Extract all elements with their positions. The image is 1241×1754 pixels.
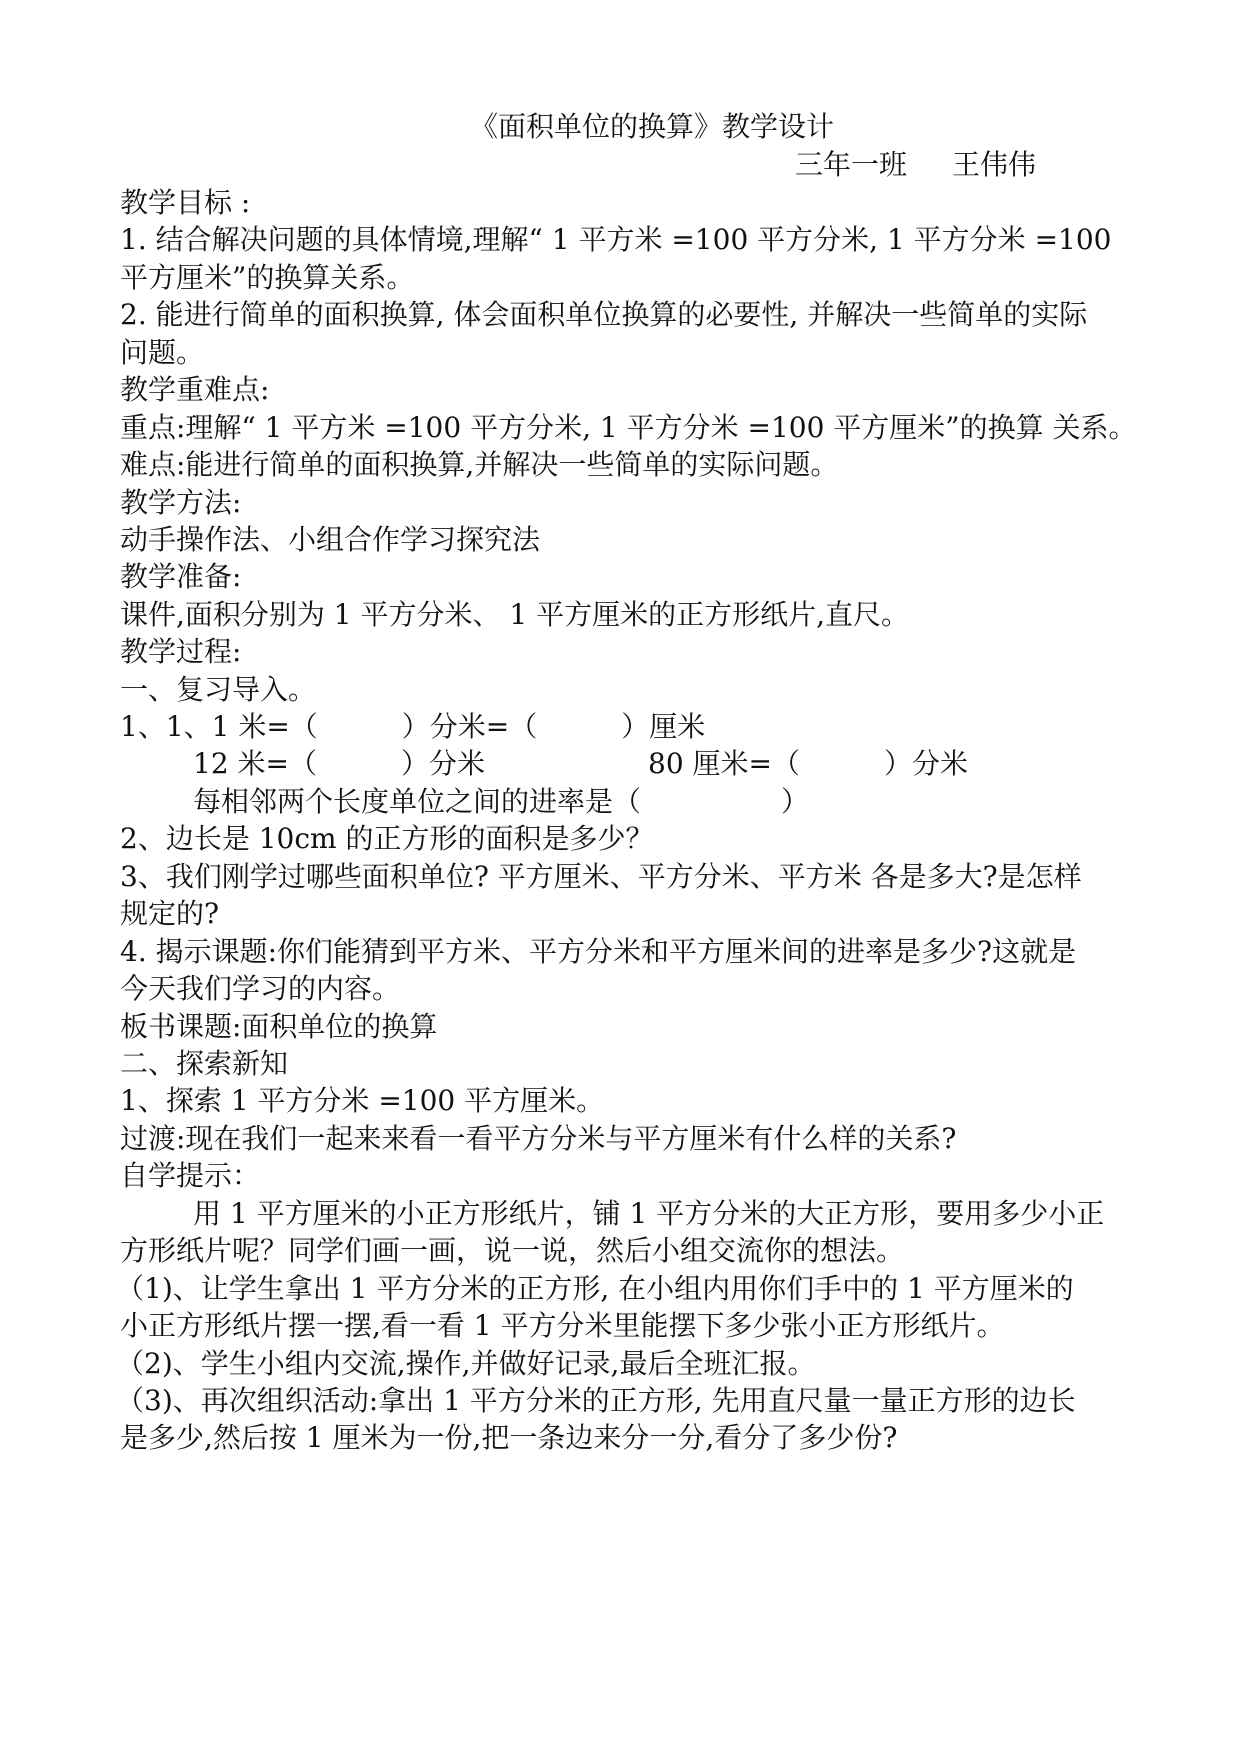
prep-text: 课件,面积分别为 1 平方分米、 1 平方厘米的正方形纸片,直尺。: [120, 598, 910, 631]
question-1-line-1: 1、1、1 米=（ ）分米=（ ）厘米: [120, 710, 706, 743]
question-2: 2、边长是 10cm 的正方形的面积是多少？: [120, 822, 654, 855]
step-2: （2)、学生小组内交流,操作,并做好记录,最后全班汇报。: [116, 1347, 816, 1380]
difficult-point: 难点:能进行简单的面积换算,并解决一些简单的实际问题。: [120, 448, 839, 481]
explore-1: 1、探索 1 平方分米 =100 平方厘米。: [120, 1084, 605, 1117]
document-title: 《面积单位的换算》教学设计: [470, 110, 835, 143]
objective-1-line-2: 平方厘米”的换算关系。: [120, 261, 415, 294]
class-name: 三年一班: [795, 148, 908, 181]
step-1-line-2: 小正方形纸片摆一摆,看一看 1 平方分米里能摆下多少张小正方形纸片。: [120, 1309, 1005, 1342]
section-1-heading: 一、复习导入。: [120, 673, 317, 706]
question-1-line-2a: 12 米=（ ）分米: [193, 747, 485, 780]
question-4-line-1: 4. 揭示课题:你们能猜到平方米、平方分米和平方厘米间的进率是多少?这就是: [120, 935, 1077, 968]
self-study-heading: 自学提示：: [120, 1159, 261, 1192]
author-line: [795, 148, 1036, 182]
transition-text: 过渡:现在我们一起来来看一看平方分米与平方厘米有什么样的关系?: [120, 1122, 957, 1155]
hint-line-2: 方形纸片呢？同学们画一画，说一说，然后小组交流你的想法。: [120, 1234, 905, 1267]
prep-heading: 教学准备:: [120, 560, 242, 593]
question-1-line-2b: 80 厘米=（ ）分米: [648, 747, 968, 780]
section-2-heading: 二、探索新知: [120, 1047, 289, 1080]
step-3-line-1: （3)、再次组织活动:拿出 1 平方分米的正方形, 先用直尺量一量正方形的边长: [116, 1384, 1076, 1417]
step-3-line-2: 是多少,然后按 1 厘米为一份,把一条边来分一分,看分了多少份?: [120, 1421, 898, 1454]
question-3-line-1: 3、我们刚学过哪些面积单位? 平方厘米、平方分米、平方米 各是多大?是怎样: [120, 860, 1082, 893]
key-point: 重点:理解“ 1 平方米 =100 平方分米, 1 平方分米 =100 平方厘米”的换算 关系。: [120, 411, 1137, 444]
question-4-line-2: 今天我们学习的内容。: [120, 972, 401, 1005]
method-text: 动手操作法、小组合作学习探究法: [120, 523, 541, 556]
question-3-line-2: 规定的?: [120, 897, 220, 930]
board-title: 板书课题:面积单位的换算: [120, 1010, 438, 1043]
objective-2-line-2: 问题。: [120, 336, 205, 369]
objectives-heading: 教学目标 :: [120, 186, 251, 219]
objective-2-line-1: 2. 能进行简单的面积换算, 体会面积单位换算的必要性, 并解决一些简单的实际: [120, 298, 1088, 331]
question-1-line-3: 每相邻两个长度单位之间的进率是（ ）: [193, 785, 810, 818]
teacher-name: 王伟伟: [952, 148, 1037, 181]
key-difficult-heading: 教学重难点:: [120, 373, 270, 406]
method-heading: 教学方法:: [120, 486, 242, 519]
hint-line-1: 用 1 平方厘米的小正方形纸片，铺 1 平方分米的大正方形，要用多少小正: [193, 1197, 1105, 1230]
objective-1-line-1: 1. 结合解决问题的具体情境,理解“ 1 平方米 =100 平方分米, 1 平方分米 =100: [120, 223, 1112, 256]
process-heading: 教学过程:: [120, 635, 242, 668]
step-1-line-1: （1)、让学生拿出 1 平方分米的正方形, 在小组内用你们手中的 1 平方厘米的: [116, 1272, 1074, 1305]
